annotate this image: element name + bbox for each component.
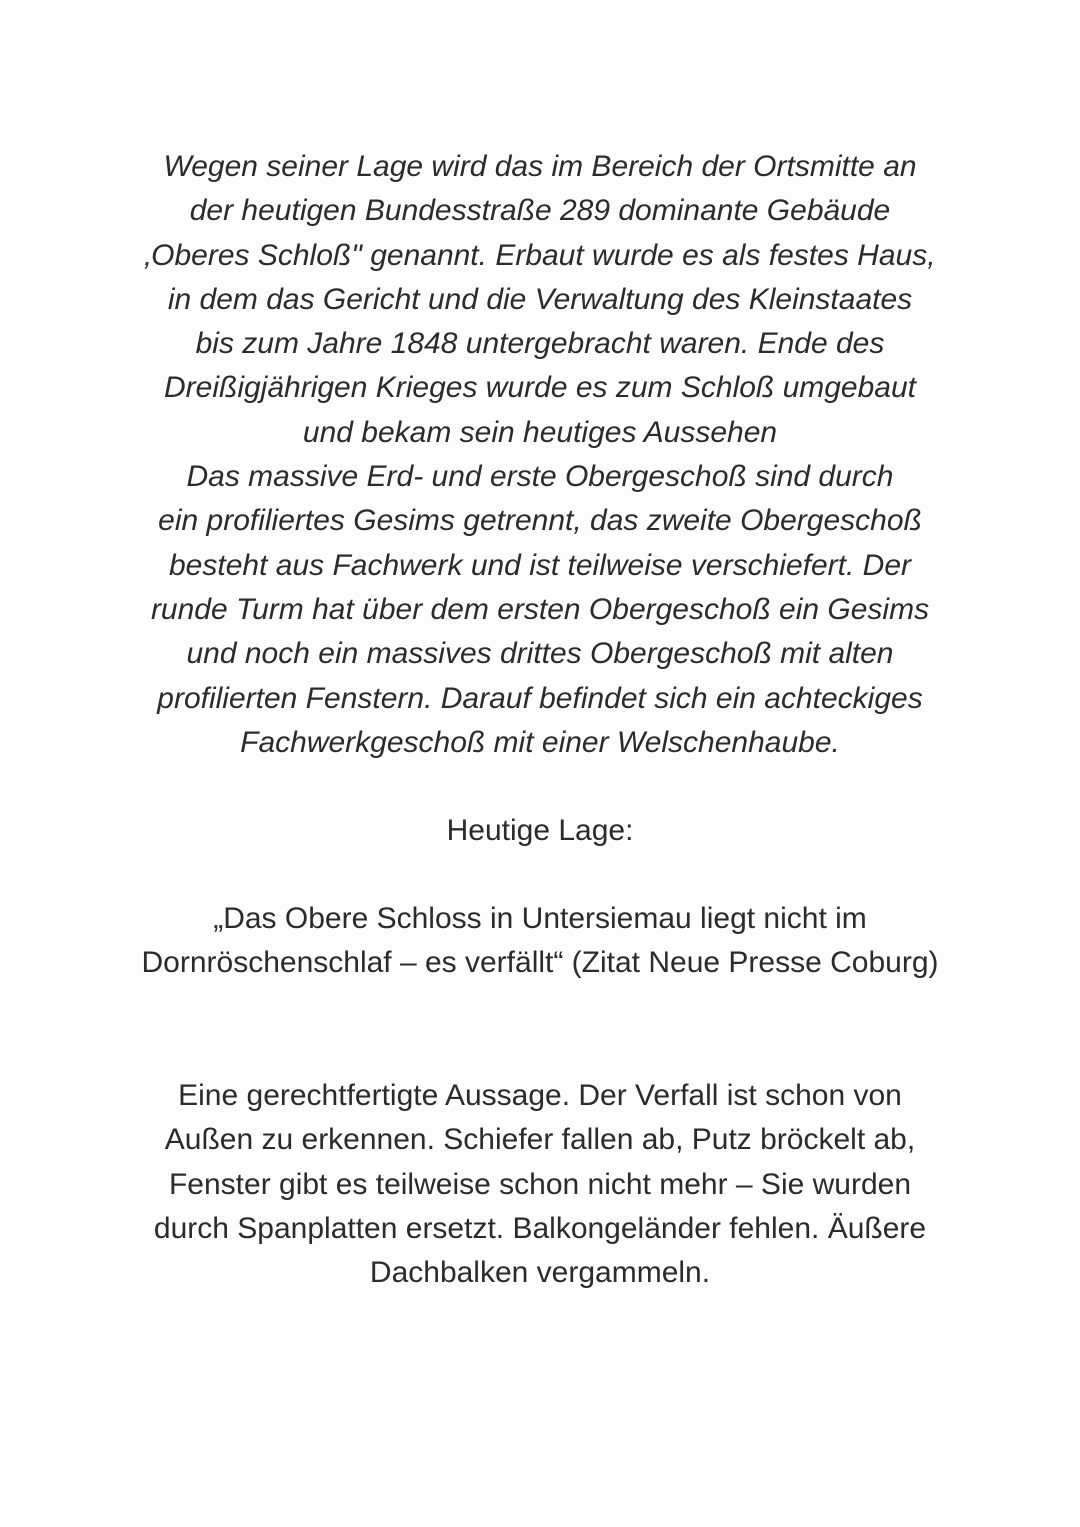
- description-line: der heutigen Bundesstraße 289 dominante Gebäude: [189, 194, 891, 228]
- assessment-line: Fenster gibt es teilweise schon nicht mehr – Sie wurden: [168, 1167, 912, 1201]
- quote-line: „Das Obere Schloss in Untersiemau liegt nicht im: [213, 902, 867, 935]
- assessment-line: durch Spanplatten ersetzt. Balkongeländer fehlen. Äußere: [153, 1211, 927, 1245]
- description-line: und bekam sein heutiges Aussehen: [302, 415, 778, 449]
- description-line: profilierten Fenstern. Darauf befindet sich ein achteckiges: [157, 681, 923, 715]
- description-line: und noch ein massives drittes Obergeschoß mit alten: [186, 637, 894, 671]
- assessment-line: Außen zu erkennen. Schiefer fallen ab, Putz bröckelt ab,: [164, 1123, 916, 1157]
- description-line: runde Turm hat über dem ersten Obergeschoß ein Gesims: [150, 592, 930, 626]
- description-line: ‚Oberes Schloß" genannt. Erbaut wurde es als festes Haus,: [144, 238, 936, 272]
- description-line: Dreißigjährigen Krieges wurde es zum Schloß umgebaut: [163, 371, 917, 405]
- description-line: ein profiliertes Gesims getrennt, das zweite Obergeschoß: [158, 504, 922, 538]
- description-line: Fachwerkgeschoß mit einer Welschenhaube.: [240, 725, 840, 759]
- description-line: Das massive Erd- und erste Obergeschoß sind durch: [186, 460, 894, 494]
- section-heading: Heutige Lage:: [446, 814, 634, 847]
- building-description-paragraph: [0, 145, 1080, 765]
- description-line: bis zum Jahre 1848 untergebracht waren. Ende des: [195, 327, 885, 361]
- assessment-line: Eine gerechtfertigte Aussage. Der Verfall ist schon von: [178, 1079, 902, 1112]
- description-line: in dem das Gericht und die Verwaltung des Kleinstaates: [167, 282, 913, 316]
- quote-line: Dornröschenschlaf – es verfällt“ (Zitat Neue Presse Coburg): [141, 946, 939, 980]
- description-line: Wegen seiner Lage wird das im Bereich der Ortsmitte an: [163, 150, 917, 183]
- description-line: besteht aus Fachwerk und ist teilweise verschiefert. Der: [169, 548, 911, 582]
- assessment-line: Dachbalken vergammeln.: [369, 1256, 711, 1290]
- press-quote-paragraph: [0, 897, 1080, 986]
- decay-assessment-paragraph: [0, 1074, 1080, 1295]
- current-state-heading: [0, 809, 1080, 853]
